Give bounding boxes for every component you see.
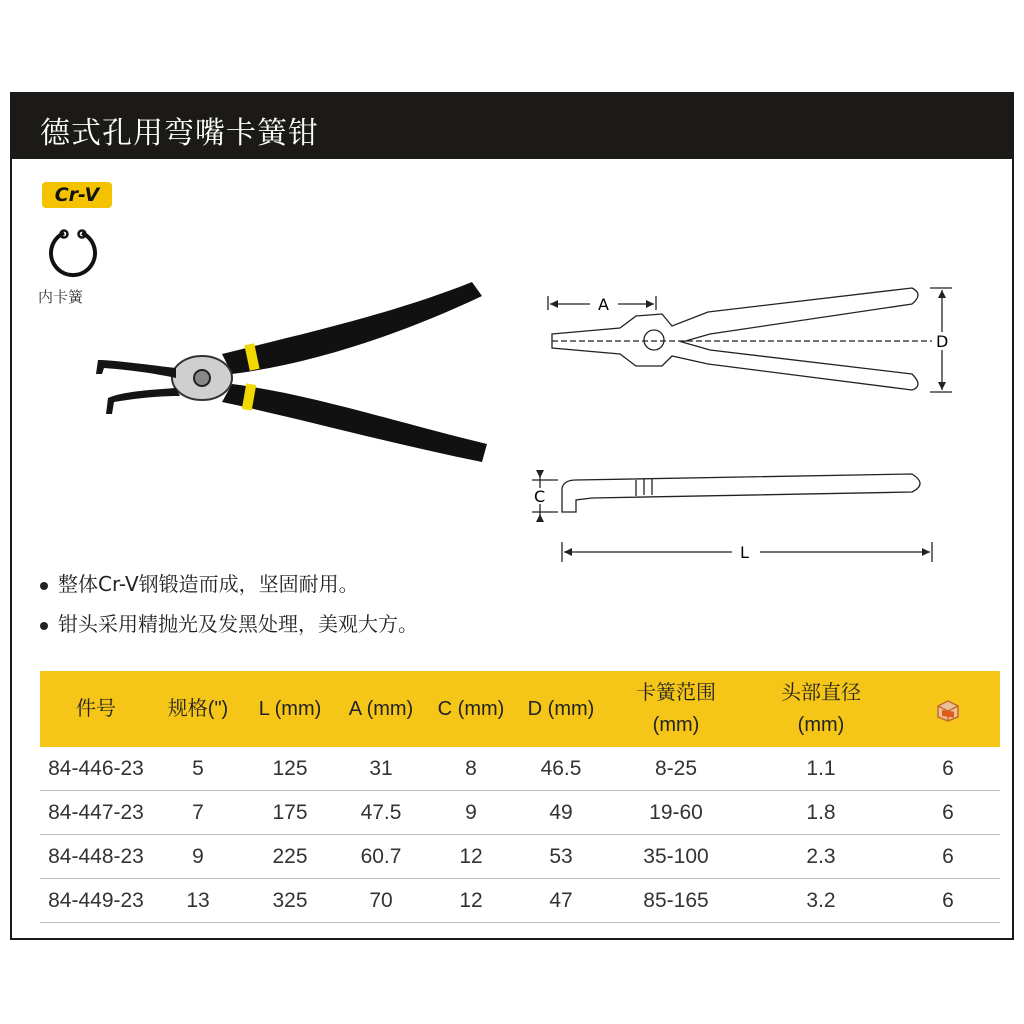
- table-row: 84-448-23 9 225 60.7 12 53 35-100 2.3 6: [40, 835, 1000, 879]
- col-c: C (mm): [437, 698, 505, 720]
- table-header-row: [40, 671, 1000, 747]
- col-range: 卡簧范围 (mm): [636, 682, 716, 736]
- dim-a-label: A: [598, 295, 609, 314]
- dim-l-label: L: [740, 543, 749, 562]
- box-icon: [935, 697, 961, 723]
- dim-d-label: D: [936, 332, 949, 351]
- table-row: 84-446-23 5 125 31 8 46.5 8-25 1.1 6: [40, 747, 1000, 791]
- material-badge: Cr-V: [42, 182, 112, 208]
- bullet-icon: [40, 622, 48, 630]
- feature-list: [40, 564, 418, 644]
- page-title: 德式孔用弯嘴卡簧钳: [40, 116, 319, 151]
- dim-c-label: C: [534, 487, 546, 506]
- col-length: L (mm): [258, 698, 322, 720]
- col-d: D (mm): [527, 698, 595, 720]
- pliers-photo: [72, 274, 512, 474]
- col-pack: [896, 671, 1000, 747]
- title-bar: [12, 94, 1012, 159]
- col-head-diameter: 头部直径 (mm): [781, 682, 861, 736]
- feature-item: 整体Cr-V钢锻造而成，坚固耐用。: [40, 564, 418, 604]
- col-a: A (mm): [348, 698, 414, 720]
- dimension-diagram: [532, 274, 952, 564]
- feature-item: 钳头采用精抛光及发黑处理，美观大方。: [40, 604, 418, 644]
- bullet-icon: [40, 582, 48, 590]
- col-size: 规格("): [167, 698, 229, 720]
- table-row: 84-449-23 13 325 70 12 47 85-165 3.2 6: [40, 879, 1000, 923]
- ring-label: 内卡簧: [38, 288, 84, 306]
- product-card: [10, 92, 1014, 940]
- spec-table: [40, 671, 1000, 923]
- table-row: 84-447-23 7 175 47.5 9 49 19-60 1.8 6: [40, 791, 1000, 835]
- col-part-number: 件号: [76, 698, 116, 720]
